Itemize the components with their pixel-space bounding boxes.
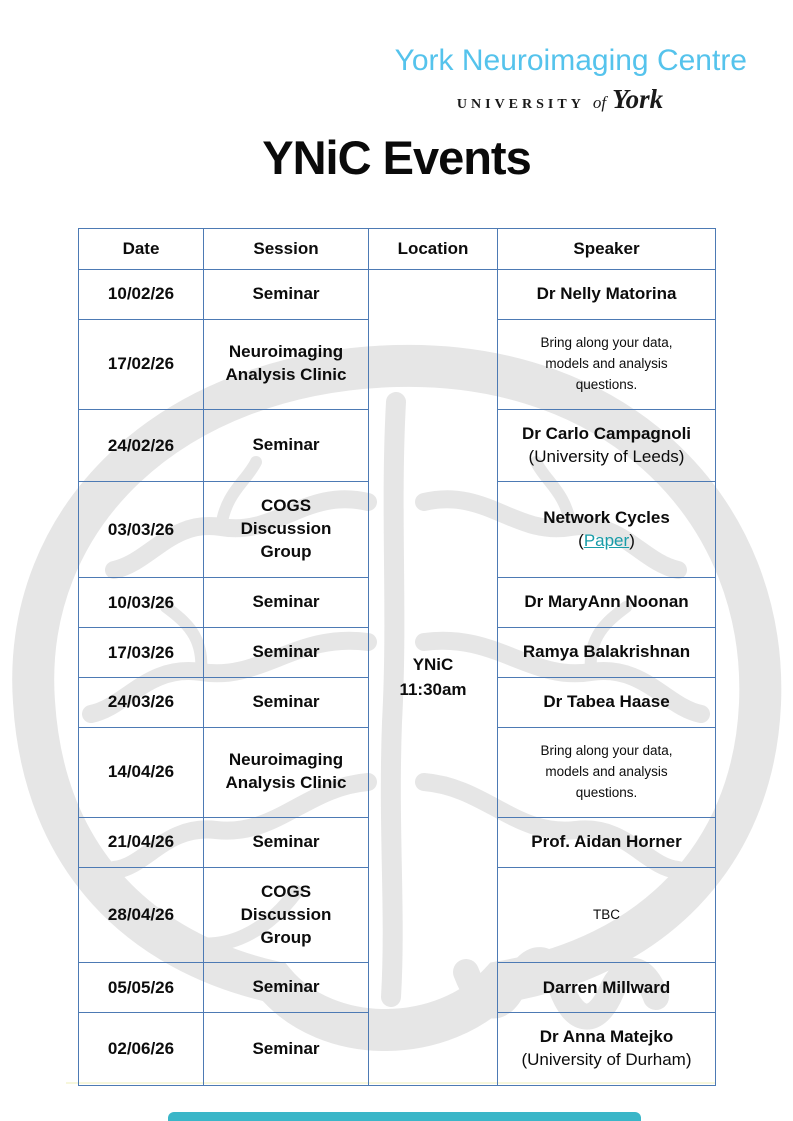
session-cell [204, 270, 369, 320]
speaker-cell [498, 817, 716, 867]
speaker-text: Darren Millward [542, 977, 671, 997]
footer-teal-bar [168, 1112, 641, 1121]
session-cell [204, 482, 369, 578]
speaker-text: ) [629, 530, 635, 550]
speaker-text: Dr Tabea Haase [543, 692, 670, 712]
date-cell: 02/06/26 [79, 1013, 204, 1086]
date-cell: 21/04/26 [79, 817, 204, 867]
session-label: Seminar [252, 284, 320, 303]
speaker-text: Dr Carlo Campagnoli [521, 423, 692, 443]
speaker-text: Bring along your data, models and analysis questions. [540, 742, 673, 800]
date-cell: 03/03/26 [79, 482, 204, 578]
session-cell [204, 963, 369, 1013]
session-label: Seminar [252, 592, 320, 612]
speaker-line [502, 446, 711, 469]
speaker-text: ( [578, 530, 584, 550]
speaker-cell [498, 482, 716, 578]
session-cell [204, 1013, 369, 1086]
session-cell [204, 867, 369, 963]
speaker-line [502, 691, 711, 714]
session-label: COGS Discussion Group [240, 496, 332, 562]
date-cell: 14/04/26 [79, 727, 204, 817]
session-label: Seminar [252, 435, 320, 455]
session-cell [204, 727, 369, 817]
col-header-location: Location [369, 229, 498, 270]
table-row [79, 270, 716, 320]
session-label: Seminar [252, 977, 320, 997]
session-label: Neuroimaging Analysis Clinic [225, 750, 347, 793]
university-of-word: of [592, 93, 607, 112]
speaker-text: Dr Nelly Matorina [536, 284, 677, 304]
session-cell [204, 319, 369, 409]
date-cell: 10/03/26 [79, 578, 204, 628]
speaker-cell [498, 963, 716, 1013]
location-cell [369, 270, 498, 1086]
speaker-text: Prof. Aidan Horner [531, 831, 682, 851]
speaker-line [502, 831, 711, 854]
speaker-line [502, 905, 711, 926]
session-cell [204, 628, 369, 678]
col-header-session: Session [204, 229, 369, 270]
university-york-word: York [612, 84, 664, 114]
speaker-text: Network Cycles [543, 507, 670, 527]
date-cell: 10/02/26 [79, 270, 204, 320]
speaker-line [502, 283, 711, 306]
date-cell: 28/04/26 [79, 867, 204, 963]
speaker-text: (University of Leeds) [528, 446, 685, 466]
speaker-cell [498, 628, 716, 678]
speaker-line [502, 641, 711, 664]
speaker-cell [498, 319, 716, 409]
speaker-line [502, 591, 711, 614]
speaker-cell [498, 727, 716, 817]
speaker-line [502, 1026, 711, 1049]
speaker-line [502, 1049, 711, 1072]
speaker-cell [498, 1013, 716, 1086]
location-line1: YNiC [412, 654, 454, 674]
events-table [78, 228, 716, 1086]
speaker-cell [498, 270, 716, 320]
speaker-cell [498, 867, 716, 963]
table-header-row [79, 229, 716, 270]
ynic-logo-text: York Neuroimaging Centre [394, 44, 747, 77]
paper-link[interactable]: Paper [583, 530, 630, 550]
session-label: Neuroimaging Analysis Clinic [225, 342, 347, 385]
speaker-cell [498, 578, 716, 628]
date-cell: 17/02/26 [79, 319, 204, 409]
col-header-date: Date [79, 229, 204, 270]
speaker-text: TBC [593, 906, 620, 922]
session-label: Seminar [252, 1038, 320, 1058]
session-label: Seminar [252, 831, 320, 851]
date-cell: 17/03/26 [79, 628, 204, 678]
location-line2: 11:30am [399, 680, 467, 700]
session-label: Seminar [252, 642, 320, 662]
speaker-line [502, 507, 711, 530]
speaker-text: Bring along your data, models and analysis questions. [540, 334, 673, 392]
speaker-text: Dr Anna Matejko [539, 1027, 674, 1047]
speaker-line [502, 333, 711, 396]
speaker-line [502, 977, 711, 1000]
events-table-body [79, 270, 716, 1086]
speaker-text: Dr MaryAnn Noonan [524, 592, 689, 612]
session-cell [204, 409, 369, 482]
speaker-text: Ramya Balakrishnan [522, 642, 691, 662]
speaker-line [502, 741, 711, 804]
session-cell [204, 677, 369, 727]
speaker-text: (University of Durham) [521, 1050, 692, 1070]
speaker-cell [498, 677, 716, 727]
speaker-cell [498, 409, 716, 482]
session-cell [204, 578, 369, 628]
session-cell [204, 817, 369, 867]
university-wordmark: UNIVERSITY [456, 97, 585, 112]
session-label: Seminar [252, 691, 320, 711]
events-table-container [78, 228, 716, 1086]
speaker-line [502, 423, 711, 446]
col-header-speaker: Speaker [498, 229, 716, 270]
university-of-york-logo [420, 84, 700, 115]
date-cell: 05/05/26 [79, 963, 204, 1013]
session-label: COGS Discussion Group [240, 881, 332, 947]
date-cell: 24/03/26 [79, 677, 204, 727]
speaker-line [502, 530, 711, 553]
date-cell: 24/02/26 [79, 409, 204, 482]
page-title: YNiC Events [262, 131, 531, 184]
